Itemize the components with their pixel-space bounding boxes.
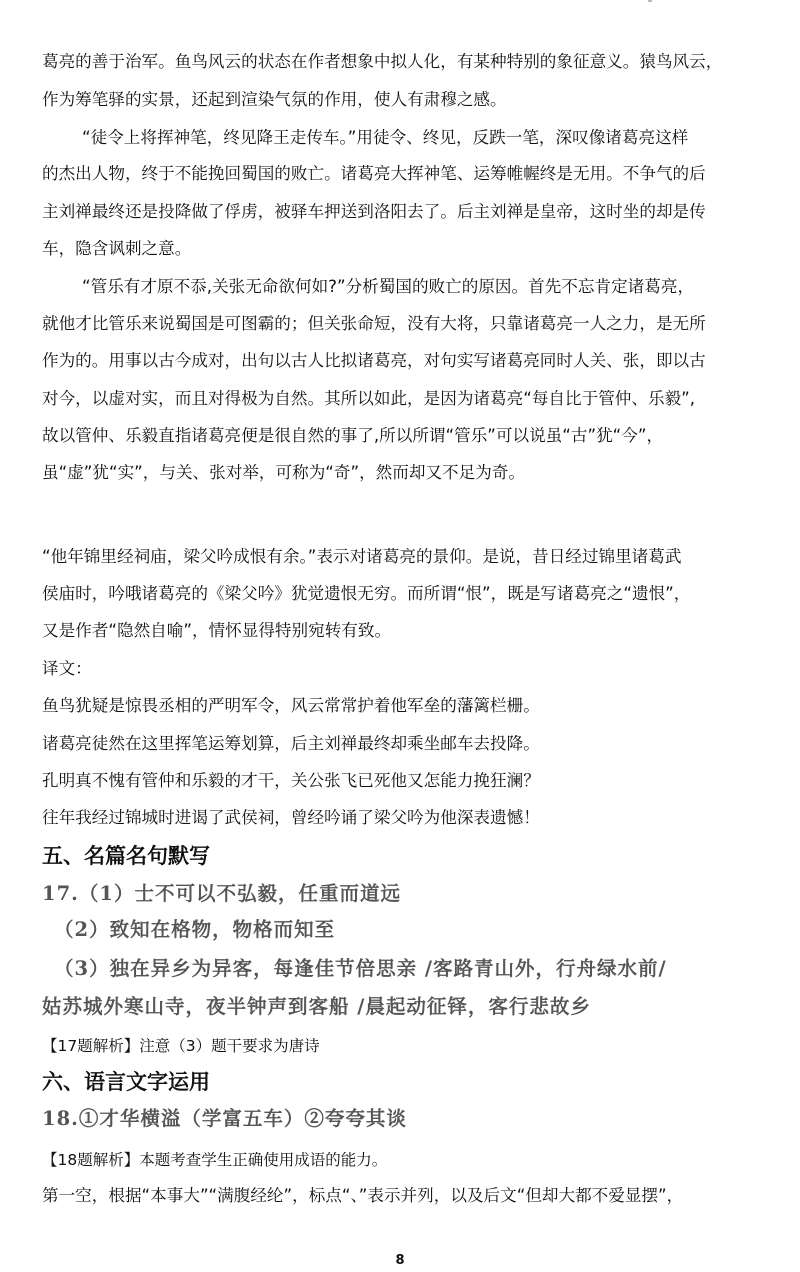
translation-line: 鱼鸟犹疑是惊畏丞相的严明军令，风云常常护着他军垒的藩篱栏栅。: [42, 696, 540, 715]
text-line: “管乐有才原不忝,关张无命欲何如?”分析蜀国的败亡的原因。首先不忘肯定诸葛亮，: [82, 277, 695, 296]
text-line: 的杰出人物，终于不能挽回蜀国的败亡。诸葛亮大挥神笔、运筹帷幄终是无用。不争气的后: [42, 164, 706, 183]
answer-line: （3）独在异乡为异客，每逢佳节倍思亲 /客路青山外，行舟绿水前/: [54, 957, 667, 980]
answer-line: 18.①才华横溢（学富五车）②夸夸其谈: [42, 1107, 407, 1130]
text-line: 车，隐含讽刺之意。: [42, 239, 192, 258]
section-heading: 五、名篇名句默写: [42, 844, 210, 868]
text-line: 虽“虚”犹“实”，与关、张对举，可称为“奇”，然而却又不足为奇。: [42, 463, 526, 482]
page-number: 8: [395, 1253, 405, 1268]
text-line: 第一空，根据“本事大”“满腹经纶”，标点“、”表示并列，以及后文“但却大都不爱显摆”，: [42, 1186, 684, 1205]
text-line: 侯庙时，吟哦诸葛亮的《梁父吟》犹觉遗恨无穷。而所谓“恨”，既是写诸葛亮之“遗恨”，: [42, 584, 691, 603]
text-line: 作为筹笔驿的实景，还起到渲染气氛的作用，使人有肃穆之感。: [42, 90, 507, 109]
translation-line: 往年我经过锦城时进谒了武侯祠，曾经吟诵了梁父吟为他深表遗憾！: [42, 808, 540, 827]
translation-line: 诸葛亮徒然在这里挥笔运筹划算，后主刘禅最终却乘坐邮车去投降。: [42, 734, 540, 753]
analysis-note: 【18题解析】本题考查学生正确使用成语的能力。: [42, 1151, 388, 1169]
text-line: 葛亮的善于治军。鱼鸟风云的状态在作者想象中拟人化，有某种特别的象征意义。猿鸟风云，: [42, 52, 723, 71]
text-line: “他年锦里经祠庙，梁父吟成恨有余。”表示对诸葛亮的景仰。是说，昔日经过锦里诸葛武: [42, 547, 682, 566]
translation-label: 译文：: [42, 659, 92, 678]
text-line: 故以管仲、乐毅直指诸葛亮便是很自然的事了,所以所谓“管乐”可以说虽“古”犹“今”，: [42, 426, 664, 445]
answer-line: 姑苏城外寒山寺，夜半钟声到客船 /晨起动征铎，客行悲故乡: [42, 995, 591, 1018]
translation-line: 孔明真不愧有管仲和乐毅的才干，关公张飞已死他又怎能力挽狂澜？: [42, 771, 540, 790]
scan-mark: [648, 0, 652, 2]
text-line: “徒令上将挥神笔，终见降王走传车。”用徒令、终见，反跌一笔，深叹像诸葛亮这样: [82, 128, 689, 147]
text-line: 作为的。用事以古今成对，出句以古人比拟诸葛亮，对句实写诸葛亮同时人关、张，即以古: [42, 351, 706, 370]
answer-line: 17.（1）士不可以不弘毅，任重而道远: [42, 882, 401, 905]
answer-line: （2）致知在格物，物格而知至: [54, 918, 336, 941]
section-heading: 六、语言文字运用: [42, 1070, 210, 1094]
text-line: 就他才比管乐来说蜀国是可图霸的；但关张命短，没有大将，只靠诸葛亮一人之力，是无所: [42, 314, 706, 333]
text-line: 又是作者“隐然自喻”，情怀显得特别宛转有致。: [42, 621, 392, 640]
text-line: 主刘禅最终还是投降做了俘虏，被驿车押送到洛阳去了。后主刘禅是皇帝，这时坐的却是传: [42, 202, 706, 221]
analysis-note: 【17题解析】注意（3）题干要求为唐诗: [42, 1037, 320, 1055]
text-line: 对今，以虚对实，而且对得极为自然。其所以如此，是因为诸葛亮“每自比于管仲、乐毅”,: [42, 389, 696, 408]
